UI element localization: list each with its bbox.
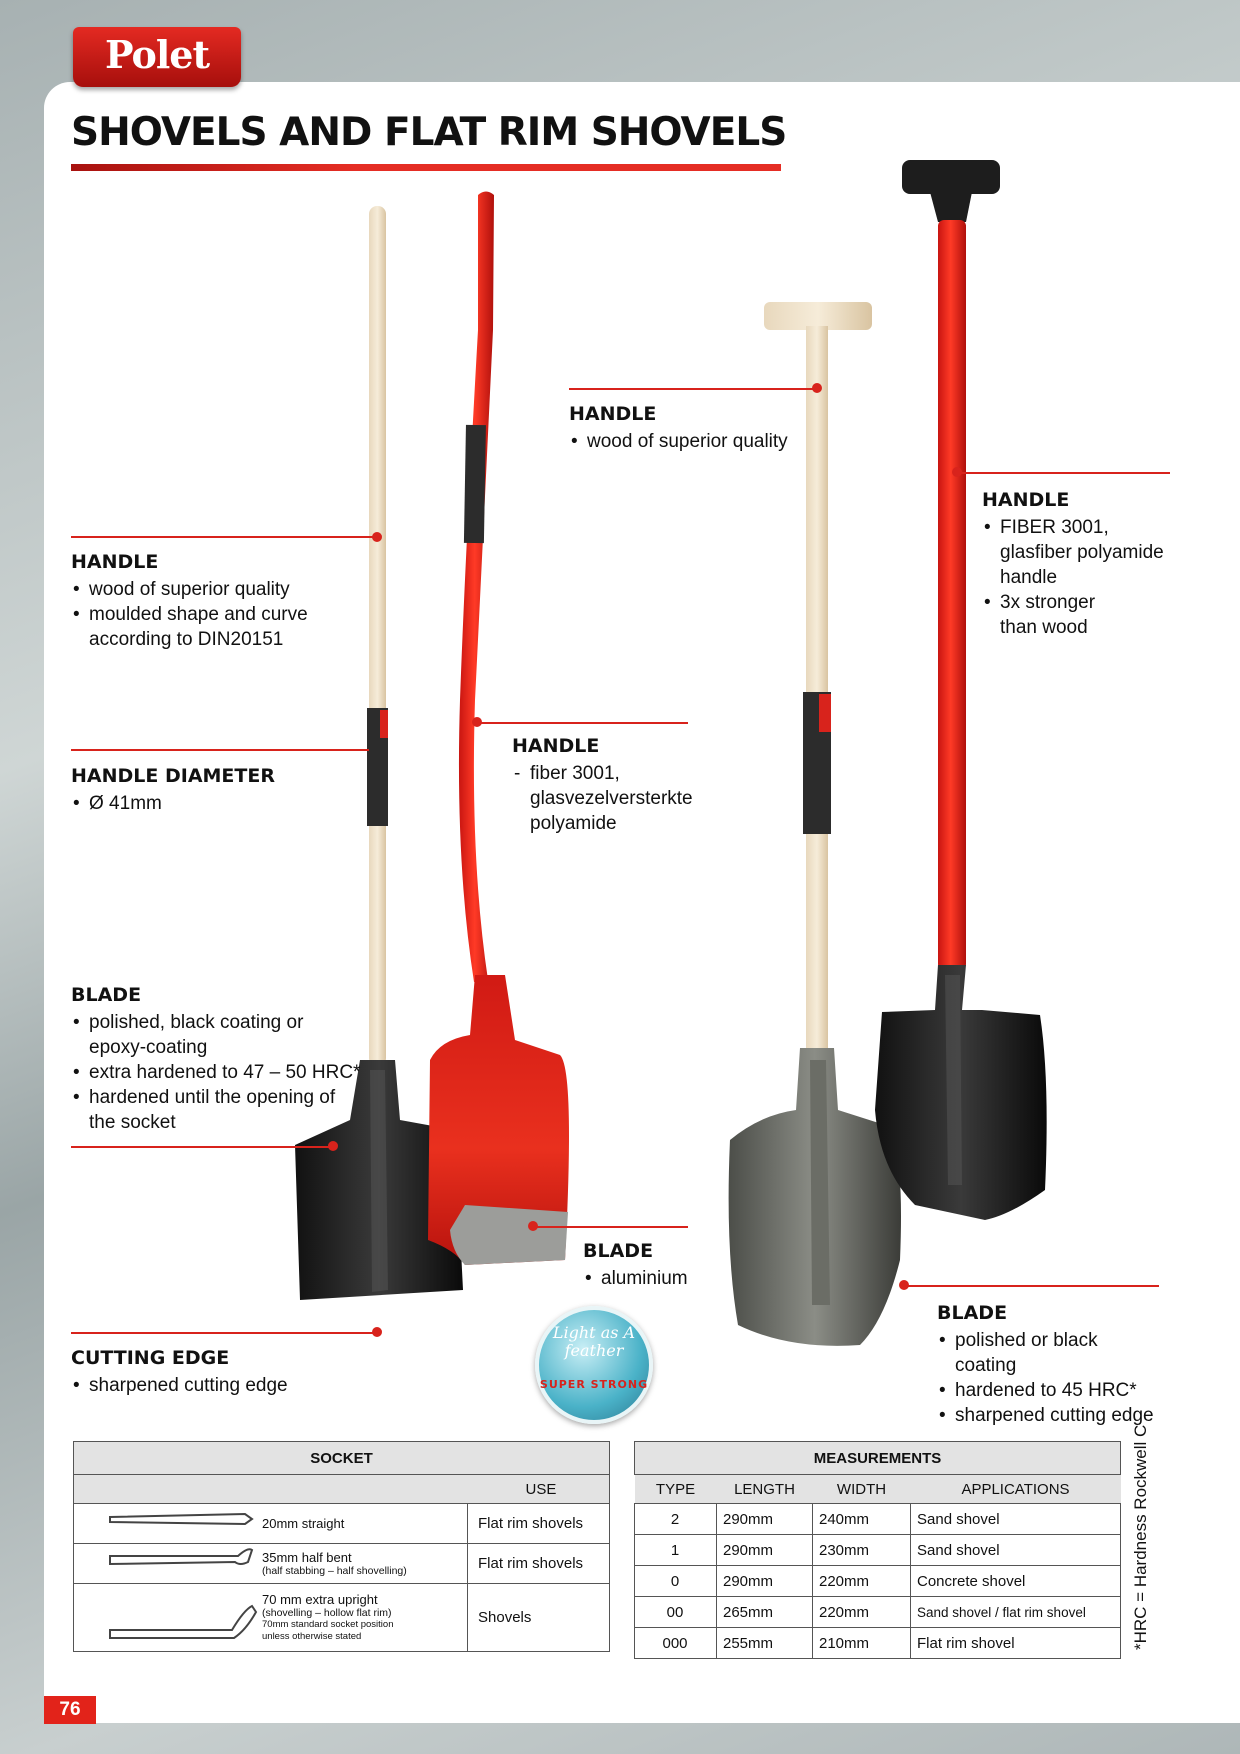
- callout-line-handle-diameter: [71, 749, 369, 751]
- cell-type: 000: [635, 1628, 717, 1659]
- socket-half-bent-icon: [74, 1544, 257, 1584]
- light-as-a-feather-badge: [535, 1306, 653, 1424]
- callout-dot: [952, 467, 962, 477]
- table-row: [635, 1628, 1121, 1659]
- cell-application: Flat rim shovel: [911, 1628, 1121, 1659]
- callout-line-handle-left: [71, 536, 377, 538]
- page-title: SHOVELS AND FLAT RIM SHOVELS: [71, 110, 787, 155]
- callout-dot: [899, 1280, 909, 1290]
- callout-item: - fiber 3001, glasvezelversterkte polyamide: [512, 761, 700, 836]
- socket-table: [73, 1441, 610, 1652]
- socket-desc: 70 mm extra upright: [262, 1592, 378, 1607]
- callout-line-cutting-edge: [71, 1332, 379, 1334]
- cell-width: 220mm: [813, 1566, 911, 1597]
- callout-item: • moulded shape and curve according to DIN20151: [71, 602, 319, 652]
- cell-width: 240mm: [813, 1504, 911, 1535]
- callout-title: BLADE: [583, 1240, 654, 1262]
- shovel-2-red-aluminium: [428, 192, 569, 1266]
- callout-blade-left: [71, 983, 361, 1135]
- callout-blade-right: [937, 1301, 1157, 1428]
- callout-line-handle-fiber: [956, 472, 1170, 474]
- table-row: [635, 1504, 1121, 1535]
- callout-handle-red: [512, 734, 702, 836]
- cell-width: 220mm: [813, 1597, 911, 1628]
- cell-width: 210mm: [813, 1628, 911, 1659]
- cell-application: Sand shovel: [911, 1504, 1121, 1535]
- callout-title: HANDLE: [512, 735, 600, 757]
- cell-application: Concrete shovel: [911, 1566, 1121, 1597]
- column-header: APPLICATIONS: [911, 1475, 1121, 1504]
- column-header: WIDTH: [813, 1475, 911, 1504]
- shovel-3-wood-t-steel: [729, 302, 901, 1346]
- callout-item: • wood of superior quality: [569, 429, 829, 454]
- socket-note: 70mm standard socket position unless otherwise stated: [262, 1619, 394, 1642]
- callout-item: • polished or black coating: [937, 1328, 1105, 1378]
- cell-application: Sand shovel / flat rim shovel: [911, 1597, 1121, 1628]
- callout-line-blade-right: [904, 1285, 1159, 1287]
- callout-handle-wood-t: [569, 402, 829, 454]
- cell-length: 290mm: [717, 1566, 813, 1597]
- measurements-table-header: MEASUREMENTS: [635, 1442, 1121, 1475]
- socket-use: Shovels: [468, 1584, 610, 1652]
- socket-table-header: SOCKET: [74, 1442, 610, 1475]
- callout-title: BLADE: [71, 984, 142, 1006]
- callout-title: HANDLE: [569, 403, 657, 425]
- socket-desc: 35mm half bent: [262, 1550, 352, 1565]
- callout-item: • extra hardened to 47 – 50 HRC*: [71, 1060, 361, 1085]
- cell-length: 290mm: [717, 1504, 813, 1535]
- callout-handle-fiber: [982, 488, 1182, 640]
- callout-item: • polished, black coating or epoxy-coating: [71, 1010, 319, 1060]
- callout-handle-left: [71, 550, 361, 652]
- callout-title: HANDLE: [71, 551, 159, 573]
- callout-dot: [328, 1141, 338, 1151]
- use-column-header: USE: [468, 1475, 610, 1504]
- callout-item: • hardened until the opening of the socket: [71, 1085, 339, 1135]
- callout-title: HANDLE DIAMETER: [71, 765, 275, 787]
- column-header: TYPE: [635, 1475, 717, 1504]
- cell-length: 255mm: [717, 1628, 813, 1659]
- cell-type: 2: [635, 1504, 717, 1535]
- callout-item: • Ø 41mm: [71, 791, 361, 816]
- callout-dot: [372, 1327, 382, 1337]
- callout-line-blade-left: [71, 1146, 335, 1148]
- callout-item: • wood of superior quality: [71, 577, 361, 602]
- measurements-table: [634, 1441, 1121, 1659]
- callout-item: • sharpened cutting edge: [937, 1403, 1157, 1428]
- cell-width: 230mm: [813, 1535, 911, 1566]
- socket-use: Flat rim shovels: [468, 1504, 610, 1544]
- callout-dot: [372, 532, 382, 542]
- brand-logo: Polet: [73, 27, 241, 87]
- cell-type: 00: [635, 1597, 717, 1628]
- socket-straight-icon: [74, 1504, 257, 1544]
- callout-item: • hardened to 45 HRC*: [937, 1378, 1157, 1403]
- table-row: [74, 1584, 610, 1652]
- cell-type: 1: [635, 1535, 717, 1566]
- hrc-footnote: *HRC = Hardness Rockwell C: [1131, 1424, 1150, 1650]
- callout-line-blade-alu: [533, 1226, 688, 1228]
- badge-subtitle: SUPER STRONG: [539, 1378, 649, 1391]
- callout-item: • sharpened cutting edge: [71, 1373, 371, 1398]
- badge-title: Light as A feather: [552, 1323, 636, 1360]
- callout-item: • FIBER 3001, glasfiber polyamide handle: [982, 515, 1175, 590]
- callout-line-handle-wood-t: [569, 388, 817, 390]
- socket-use: Flat rim shovels: [468, 1544, 610, 1584]
- socket-note: (half stabbing – half shovelling): [262, 1565, 407, 1577]
- callout-cutting-edge: [71, 1346, 371, 1398]
- table-row: [635, 1535, 1121, 1566]
- table-row: [74, 1544, 610, 1584]
- page-number: 76: [44, 1696, 96, 1724]
- shovel-4-fiber-t-black: [875, 160, 1047, 1220]
- callout-dot: [472, 717, 482, 727]
- table-row: [74, 1504, 610, 1544]
- callout-blade-alu: [583, 1239, 733, 1291]
- callout-item: • aluminium: [583, 1266, 733, 1291]
- table-row: [635, 1566, 1121, 1597]
- callout-title: BLADE: [937, 1302, 1008, 1324]
- cell-length: 290mm: [717, 1535, 813, 1566]
- callout-item: • 3x stronger than wood: [982, 590, 1110, 640]
- table-row: [635, 1597, 1121, 1628]
- callout-title: CUTTING EDGE: [71, 1347, 230, 1369]
- cell-length: 265mm: [717, 1597, 813, 1628]
- callout-dot: [528, 1221, 538, 1231]
- socket-extra-upright-icon: [74, 1584, 257, 1652]
- column-header: LENGTH: [717, 1475, 813, 1504]
- cell-type: 0: [635, 1566, 717, 1597]
- callout-handle-diameter: [71, 764, 361, 816]
- cell-application: Sand shovel: [911, 1535, 1121, 1566]
- callout-line-handle-red: [475, 722, 688, 724]
- callout-dot: [812, 383, 822, 393]
- callout-title: HANDLE: [982, 489, 1070, 511]
- socket-note: (shovelling – hollow flat rim): [262, 1607, 392, 1619]
- socket-desc: 20mm straight: [262, 1516, 345, 1531]
